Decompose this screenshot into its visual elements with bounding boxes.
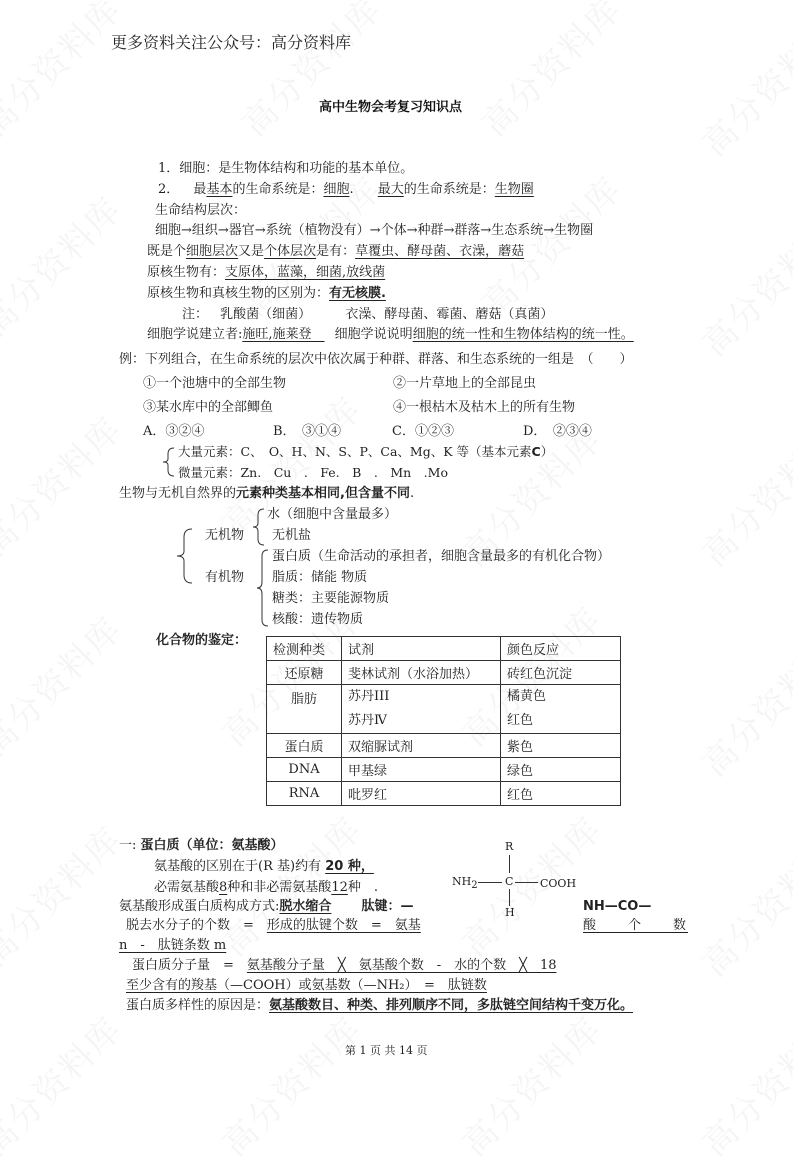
text: 既是个 xyxy=(147,244,187,259)
table-row xyxy=(267,758,621,782)
table-cell: 蛋白质 xyxy=(267,734,342,758)
page-number: 第 1 页 共 14 页 xyxy=(345,1044,428,1057)
example-question: 例：下列组合，在生命系统的层次中依次属于种群、群落、和生态系统的一组是 （ ） xyxy=(119,352,633,367)
table-cell: 脂肪 xyxy=(267,685,342,734)
table-row xyxy=(267,734,621,758)
underlined-term: 细胞的统一性和生物体结构的统一性。 xyxy=(412,327,634,342)
watermark xyxy=(209,1004,371,1165)
example-item-3: ③某水库中的全部鲫鱼 xyxy=(143,400,274,415)
watermark xyxy=(0,404,131,566)
text: NH xyxy=(452,875,472,888)
table-cell: 吡罗红 xyxy=(342,782,501,806)
underlined-term: 酸 个 数 xyxy=(583,918,689,933)
watermark xyxy=(689,414,793,576)
table-cell-line: 红色 xyxy=(507,713,534,728)
watermark xyxy=(0,604,131,766)
table-cell: 红色 xyxy=(501,782,621,806)
line-cell-theory xyxy=(147,327,634,343)
line-note xyxy=(182,307,553,323)
underlined-term: 至少含有的羧基（—COOH）或氨基数（—NH₂） = 肽链数 xyxy=(126,978,487,993)
bold-term: 脱水缩合 xyxy=(279,899,332,914)
header-text: 更多资料关注公众号：高分资料库 xyxy=(111,33,352,52)
line-life-system xyxy=(158,182,534,198)
bold-term: 氨基酸数目、种类、排列顺序不同，多肽链空间结构千变万化。 xyxy=(269,998,634,1013)
bond-line xyxy=(478,882,502,883)
protein-line-r-group xyxy=(154,859,374,875)
watermark xyxy=(0,0,131,145)
bold-term: 有无核膜. xyxy=(329,286,386,301)
protein-line-essential xyxy=(154,880,378,896)
micro-elements: 微量元素：Zn. Cu . Fe. B . Mn .Mo xyxy=(178,465,448,480)
option-d: D． ②③④ xyxy=(523,424,592,439)
levels-chain: 细胞→组织→器官→系统（植物没有）→个体→种群→群落→生态系统→生物圈 xyxy=(155,223,594,238)
watermark xyxy=(689,624,793,786)
watermark xyxy=(689,1004,793,1165)
table-cell-line: 橘黄色 xyxy=(507,689,547,704)
table-header-row xyxy=(267,637,621,661)
text: 必需氨基酸 xyxy=(154,880,220,895)
heading-prefix: 一: xyxy=(119,838,137,853)
r-group-label: R xyxy=(505,840,514,853)
bold-term: 肽键：— xyxy=(361,899,414,914)
example-item-2: ②一片草地上的全部昆虫 xyxy=(393,376,537,391)
watermark xyxy=(689,4,793,166)
text: 生物与无机自然界的 xyxy=(119,486,237,501)
underlined-term: 草覆虫、酵母菌、衣澡，蘑菇 xyxy=(355,244,525,259)
carboxyl-label: COOH xyxy=(540,877,577,890)
brace-icon xyxy=(254,548,270,628)
protein-line-diversity xyxy=(126,998,633,1014)
line-cell-definition: 1．细胞：是生物体结构和功能的基本单位。 xyxy=(158,161,414,176)
underlined-term: 12 xyxy=(331,880,348,895)
text: . xyxy=(409,486,415,501)
option-b: B． ③①④ xyxy=(273,424,342,439)
text: 大量元素：C、 O、H、N、S、P、Ca、Mg、K 等（基本元素 xyxy=(178,444,532,459)
organic-item-sugar: 糖类：主要能源物质 xyxy=(272,591,390,606)
bond-line xyxy=(509,855,510,873)
table-header: 试剂 xyxy=(342,637,501,661)
macro-elements xyxy=(178,444,553,459)
text: 又是 xyxy=(238,244,265,259)
protein-line-formation xyxy=(119,899,414,915)
subscript: 2 xyxy=(471,880,478,892)
watermark xyxy=(469,0,631,145)
underlined-term: 生物圈 xyxy=(494,182,534,197)
identification-label: 化合物的鉴定： xyxy=(156,633,248,648)
brace-icon xyxy=(174,527,194,585)
protein-line-weight xyxy=(132,958,557,974)
underlined-term: 支原体，蓝藻，细菌,放线菌 xyxy=(225,265,386,280)
table-cell: 还原糖 xyxy=(267,661,342,685)
underlined-term: 施旺,施莱登 xyxy=(242,327,325,342)
text: 衣澡、酵母菌、霉菌、蘑菇（真菌） xyxy=(345,307,554,322)
bold-term: 元素种类基本相同,但含量不同 xyxy=(236,486,410,501)
table-cell: RNA xyxy=(267,782,342,806)
carbon-label: C xyxy=(505,875,514,888)
bond-line xyxy=(509,889,510,906)
bond-line xyxy=(515,882,538,883)
table-cell-line: 苏丹Ⅳ xyxy=(348,713,387,728)
table-cell: 紫色 xyxy=(501,734,621,758)
text: ） xyxy=(540,444,554,459)
watermark xyxy=(0,184,131,346)
table-row xyxy=(267,782,621,806)
organic-label: 有机物 xyxy=(205,570,245,585)
watermark xyxy=(229,0,391,145)
watermark xyxy=(449,1004,611,1165)
text: 氨基酸的区别在于(R 基)约有 xyxy=(154,859,322,874)
text: 原核生物和真核生物的区别为： xyxy=(147,286,330,301)
line-prokaryotes xyxy=(147,265,385,281)
page-title: 高中生物会考复习知识点 xyxy=(319,100,463,115)
amine-label xyxy=(452,875,478,892)
text: 的生命系统是： xyxy=(232,182,324,197)
table-header: 颜色反应 xyxy=(501,637,621,661)
note-label: 注： xyxy=(182,307,209,322)
text: 细胞学说建立者: xyxy=(147,327,243,342)
table-cell: 斐林试剂（水浴加热） xyxy=(342,661,501,685)
text: 细胞学说说明 xyxy=(334,327,413,342)
line-difference xyxy=(147,286,386,302)
organic-item-nucleic-acid: 核酸：遗传物质 xyxy=(272,612,364,627)
watermark xyxy=(689,204,793,366)
brace-icon xyxy=(250,507,266,547)
text: . xyxy=(349,182,354,197)
text: 种 . xyxy=(347,880,378,895)
item-number: 2． xyxy=(158,182,180,197)
inorganic-item-water: 水（细胞中含量最多） xyxy=(267,507,398,522)
elements-relation xyxy=(119,486,414,502)
inorganic-item-salt: 无机盐 xyxy=(272,528,312,543)
protein-line-groups xyxy=(126,978,487,994)
bold-term: 20 种， xyxy=(325,859,374,874)
text: 是有： xyxy=(316,244,356,259)
organic-item-lipid: 脂质：储能 物质 xyxy=(272,570,368,585)
text: 种和非必需氨基酸 xyxy=(227,880,332,895)
table-cell: 甲基绿 xyxy=(342,758,501,782)
table-cell xyxy=(342,685,501,734)
option-a: A．③②④ xyxy=(143,424,205,439)
text: 的生命系统是： xyxy=(403,182,495,197)
table-row xyxy=(267,661,621,685)
underlined-term: 最大 xyxy=(377,182,404,197)
levels-label: 生命结构层次： xyxy=(155,203,247,218)
underlined-term: 基本 xyxy=(206,182,233,197)
table-cell: 绿色 xyxy=(501,758,621,782)
text: 氨基酸形成蛋白质构成方式: xyxy=(119,899,280,914)
text: 蛋白质分子量 = xyxy=(132,958,247,973)
text: 蛋白质多样性的原因是： xyxy=(126,998,270,1013)
inorganic-label: 无机物 xyxy=(205,528,245,543)
underlined-term: 8 xyxy=(219,880,228,895)
watermark xyxy=(0,1004,131,1165)
table-cell: 双缩脲试剂 xyxy=(342,734,501,758)
table-cell: 砖红色沉淀 xyxy=(501,661,621,685)
table-cell xyxy=(501,685,621,734)
text: 脱去水分子的个数 = xyxy=(126,918,267,933)
protein-line-water xyxy=(126,918,421,934)
table-header: 检测种类 xyxy=(267,637,342,661)
example-item-1: ①一个池塘中的全部生物 xyxy=(143,376,287,391)
organic-item-protein: 蛋白质（生命活动的承担者，细胞含量最多的有机化合物） xyxy=(272,549,611,564)
option-c: C．①②③ xyxy=(392,424,454,439)
bold-term: C xyxy=(531,444,541,459)
identification-table xyxy=(266,636,621,806)
text: 最 xyxy=(193,182,207,197)
brace-icon xyxy=(160,446,176,478)
example-item-4: ④一根枯木及枯木上的所有生物 xyxy=(393,400,576,415)
section-heading: 蛋白质（单位：氨基酸） xyxy=(140,838,284,853)
text: 乳酸菌（细菌） xyxy=(220,307,312,322)
peptide-bond: NH—CO— xyxy=(583,899,652,914)
underlined-term: 个体层次 xyxy=(264,244,317,259)
watermark xyxy=(689,824,793,986)
line-both-levels xyxy=(147,244,524,260)
table-cell-line: 苏丹III xyxy=(348,689,390,704)
protein-heading xyxy=(119,838,284,854)
underlined-term: 细胞层次 xyxy=(186,244,239,259)
underlined-term: 氨基酸分子量 ╳ 氨基酸个数 - 水的个数 ╳ 18 xyxy=(246,958,557,973)
underlined-term: 细胞 xyxy=(323,182,350,197)
underlined-term: n - 肽链条数 m xyxy=(119,938,227,953)
text: 原核生物有： xyxy=(147,265,226,280)
table-row xyxy=(267,685,621,734)
watermark xyxy=(0,814,131,976)
underlined-term: 形成的肽键个数 = 氨基 xyxy=(266,918,421,933)
hydrogen-label: H xyxy=(505,906,515,919)
table-cell: DNA xyxy=(267,758,342,782)
